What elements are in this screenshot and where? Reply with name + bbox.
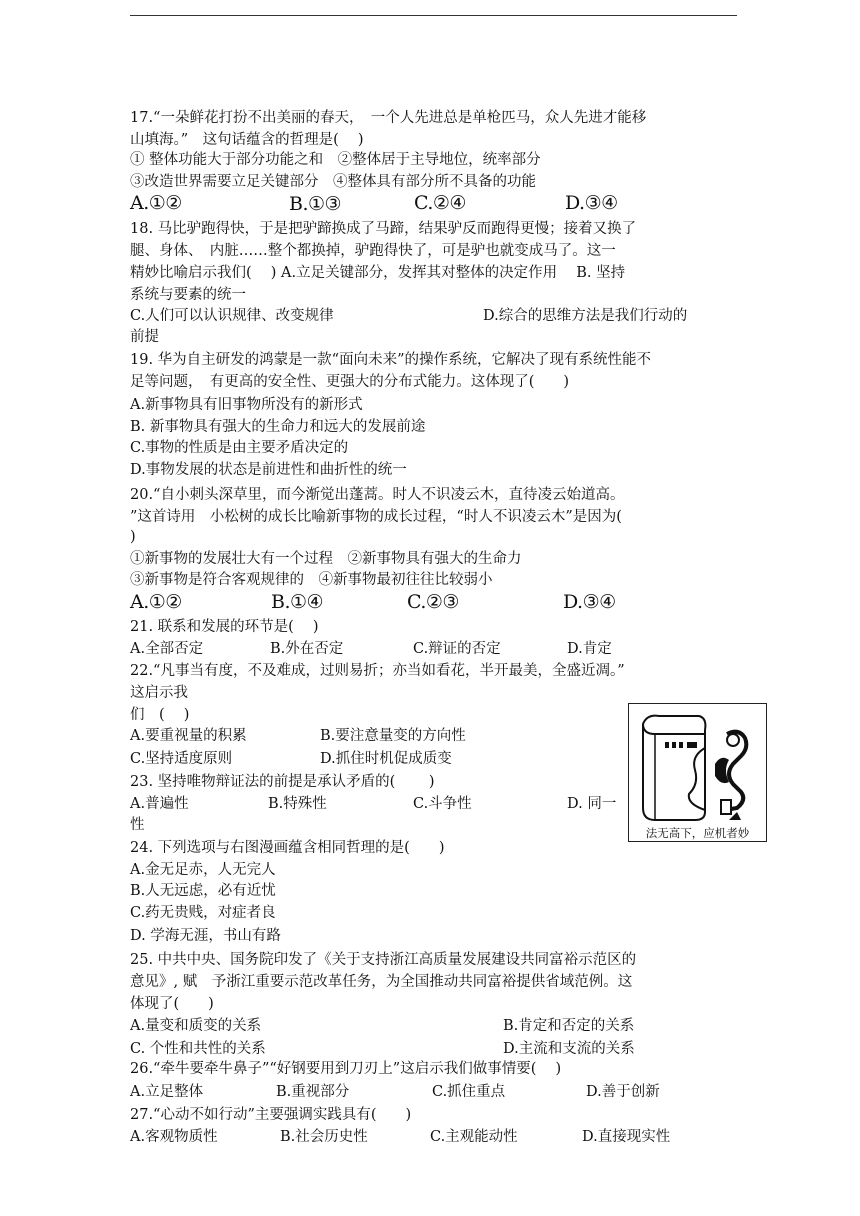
q24-option-a[interactable]: A.金无足赤，人无完人: [130, 862, 276, 878]
q21-option-d[interactable]: D.肯定: [567, 641, 612, 657]
q24-option-b[interactable]: B.人无远虑，必有近忧: [130, 883, 276, 899]
q22-stem-line-3: 们 ( ): [130, 707, 190, 723]
header-rule: [130, 15, 737, 16]
q22-stem-line-2: 这启示我: [130, 685, 188, 701]
book-and-figure-illustration: [629, 704, 766, 826]
q22-option-d[interactable]: D.抓住时机促成质变: [320, 751, 452, 767]
q20-statement-2: ③新事物是符合客观规律的 ④新事物最初往往比较弱小: [130, 572, 493, 588]
cartoon-image: [628, 703, 767, 842]
q25-option-b[interactable]: B.肯定和否定的关系: [503, 1018, 635, 1034]
q23-option-d[interactable]: D. 同一: [567, 796, 617, 812]
q25-stem-line-3: 体现了( ): [130, 996, 214, 1012]
q22-option-c[interactable]: C.坚持适度原则: [130, 751, 233, 767]
q18-stem-line-4: 系统与要素的统一: [130, 287, 246, 303]
q19-option-d[interactable]: D.事物发展的状态是前进性和曲折性的统一: [130, 462, 407, 478]
q18-option-d[interactable]: D.综合的思维方法是我们行动的: [483, 308, 688, 324]
q17-option-b[interactable]: B.①③: [289, 193, 342, 215]
q17-statement-2: ③改造世界需要立足关键部分 ④整体具有部分所不具备的功能: [130, 174, 536, 190]
q25-option-d[interactable]: D.主流和支流的关系: [503, 1041, 635, 1057]
q19-stem-line-2: 足等问题， 有更高的安全性、更强大的分布式能力。这体现了( ): [130, 374, 570, 390]
q26-option-a[interactable]: A.立足整体: [130, 1084, 204, 1100]
q22-option-b[interactable]: B.要注意量变的方向性: [320, 728, 466, 744]
q21-stem: 21. 联系和发展的环节是( ): [130, 619, 319, 635]
cartoon-caption: 法无高下，应机者妙: [645, 826, 750, 840]
q24-stem: 24. 下列选项与右图漫画蕴含相同哲理的是( ): [130, 840, 445, 856]
q18-stem-line-3: 精妙比喻启示我们( ) A.立足关键部分，发挥其对整体的决定作用 B. 坚持: [130, 265, 626, 281]
q17-statement-1: ① 整体功能大于部分功能之和 ②整体居于主导地位，统率部分: [130, 152, 541, 168]
q20-statement-1: ①新事物的发展壮大有一个过程 ②新事物具有强大的生命力: [130, 551, 522, 567]
q26-option-d[interactable]: D.善于创新: [586, 1084, 660, 1100]
q24-option-c[interactable]: C.药无贵贱，对症者良: [130, 905, 276, 921]
q26-option-b[interactable]: B.重视部分: [276, 1084, 350, 1100]
q20-stem-line-1: 20.“自小刺头深草里，而今渐觉出蓬蒿。时人不识凌云木，直待凌云始道高。: [130, 487, 625, 503]
q26-option-c[interactable]: C.抓住重点: [432, 1084, 506, 1100]
q25-stem-line-1: 25. 中共中央、国务院印发了《关于支持浙江高质量发展建设共同富裕示范区的: [130, 952, 637, 968]
q18-stem-line-2: 腿、身体、 内脏……整个都换掉，驴跑得快了，可是驴也就变成马了。这一: [130, 243, 616, 259]
q23-option-d-continued: 性: [130, 817, 145, 833]
q27-option-a[interactable]: A.客观物质性: [130, 1129, 218, 1145]
q20-option-c[interactable]: C.②③: [407, 591, 459, 613]
q17-option-c[interactable]: C.②④: [414, 192, 466, 214]
q22-stem-line-1: 22.“凡事当有度，不及难成，过则易折；亦当如看花，半开最美，全盛近凋。”: [130, 663, 625, 679]
q20-option-d[interactable]: D.③④: [563, 591, 616, 613]
q22-option-a[interactable]: A.要重视量的积累: [130, 728, 247, 744]
q18-option-d-continued: 前提: [130, 329, 159, 345]
q17-option-a[interactable]: A.①②: [130, 192, 182, 214]
q19-option-b[interactable]: B. 新事物具有强大的生命力和远大的发展前途: [130, 419, 426, 435]
q23-stem: 23. 坚持唯物辩证法的前提是承认矛盾的( ): [130, 774, 435, 790]
q27-option-b[interactable]: B.社会历史性: [280, 1129, 368, 1145]
q17-stem-line-1: 17.“一朵鲜花打扮不出美丽的春天， 一个人先进总是单枪匹马，众人先进才能移: [130, 110, 647, 126]
q21-option-a[interactable]: A.全部否定: [130, 641, 204, 657]
q21-option-b[interactable]: B.外在否定: [270, 641, 344, 657]
q19-option-a[interactable]: A.新事物具有旧事物所没有的新形式: [130, 397, 363, 413]
q17-option-d[interactable]: D.③④: [565, 192, 618, 214]
q27-option-c[interactable]: C.主观能动性: [430, 1129, 518, 1145]
q21-option-c[interactable]: C.辩证的否定: [413, 641, 501, 657]
q20-stem-line-3: ): [130, 529, 136, 545]
q19-option-c[interactable]: C.事物的性质是由主要矛盾决定的: [130, 440, 349, 456]
q25-option-c[interactable]: C. 个性和共性的关系: [130, 1041, 266, 1057]
q23-option-a[interactable]: A.普遍性: [130, 796, 189, 812]
q25-stem-line-2: 意见》, 赋 予浙江重要示范改革任务，为全国推动共同富裕提供省域范例。这: [130, 974, 633, 990]
q20-option-a[interactable]: A.①②: [130, 591, 182, 613]
q20-option-b[interactable]: B.①④: [271, 591, 324, 613]
q27-stem: 27.“心动不如行动”主要强调实践具有( ): [130, 1107, 412, 1123]
q23-option-b[interactable]: B.特殊性: [268, 796, 327, 812]
q25-option-a[interactable]: A.量变和质变的关系: [130, 1018, 262, 1034]
q27-option-d[interactable]: D.直接现实性: [582, 1129, 671, 1145]
q18-option-c[interactable]: C.人们可以认识规律、改变规律: [130, 308, 334, 324]
q19-stem-line-1: 19. 华为自主研发的鸿蒙是一款“面向未来”的操作系统，它解决了现有系统性能不: [130, 352, 651, 368]
q26-stem: 26.“牵牛要牵牛鼻子”“好钢要用到刀刃上”这启示我们做事情要( ): [130, 1061, 562, 1077]
q18-stem-line-1: 18. 马比驴跑得快，于是把驴蹄换成了马蹄，结果驴反而跑得更慢；接着又换了: [130, 221, 637, 237]
q20-stem-line-2: ”这首诗用 小松树的成长比喻新事物的成长过程，“时人不识凌云木”是因为(: [130, 509, 622, 525]
q24-option-d[interactable]: D. 学海无涯，书山有路: [130, 928, 281, 944]
q23-option-c[interactable]: C.斗争性: [413, 796, 472, 812]
q17-stem-line-2: 山填海。” 这句话蕴含的哲理是( ): [130, 132, 364, 148]
